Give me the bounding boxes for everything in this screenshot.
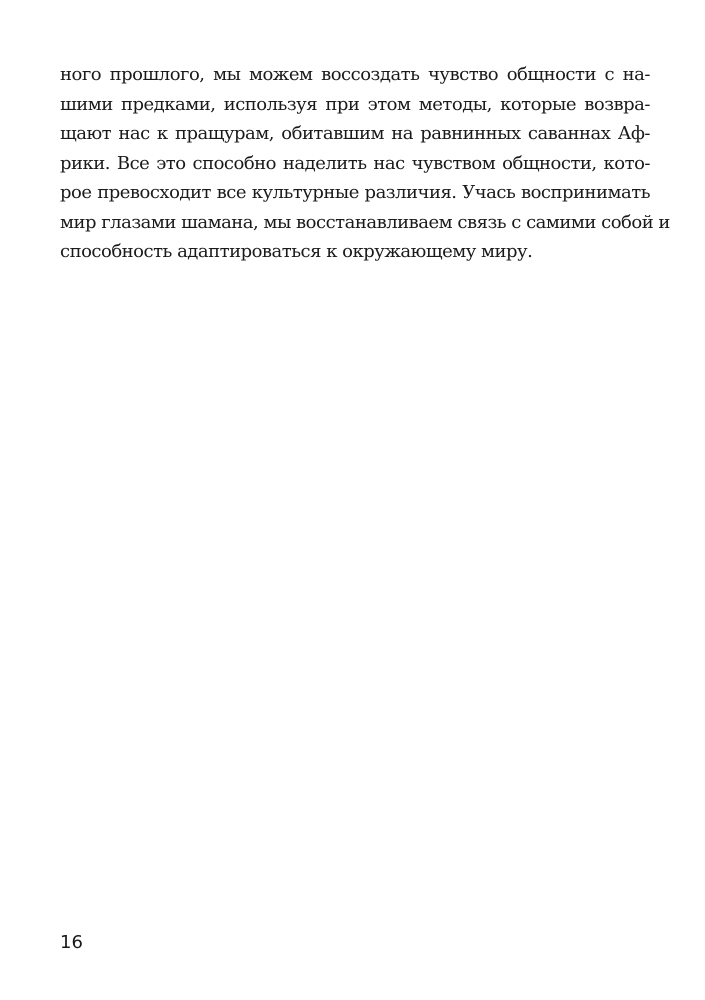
page-number: 16 bbox=[60, 932, 83, 953]
text-line: шими предками, используя при этом методы, которые возвра- bbox=[60, 93, 650, 115]
text-line: рое превосходит все культурные различия. Учась воспринимать bbox=[60, 182, 650, 203]
body-paragraph bbox=[60, 60, 670, 267]
text-line: способность адаптироваться к окружающему миру. bbox=[60, 241, 533, 262]
text-line: ного прошлого, мы можем воссоздать чувство общности с на- bbox=[60, 64, 650, 85]
text-line: щают нас к пращурам, обитавшим на равнинных саваннах Аф- bbox=[60, 123, 650, 144]
text-line: мир глазами шамана, мы восстанавливаем связь с самими собой и bbox=[60, 211, 670, 233]
text-line: рики. Все это способно наделить нас чувством общности, кото- bbox=[60, 152, 650, 174]
